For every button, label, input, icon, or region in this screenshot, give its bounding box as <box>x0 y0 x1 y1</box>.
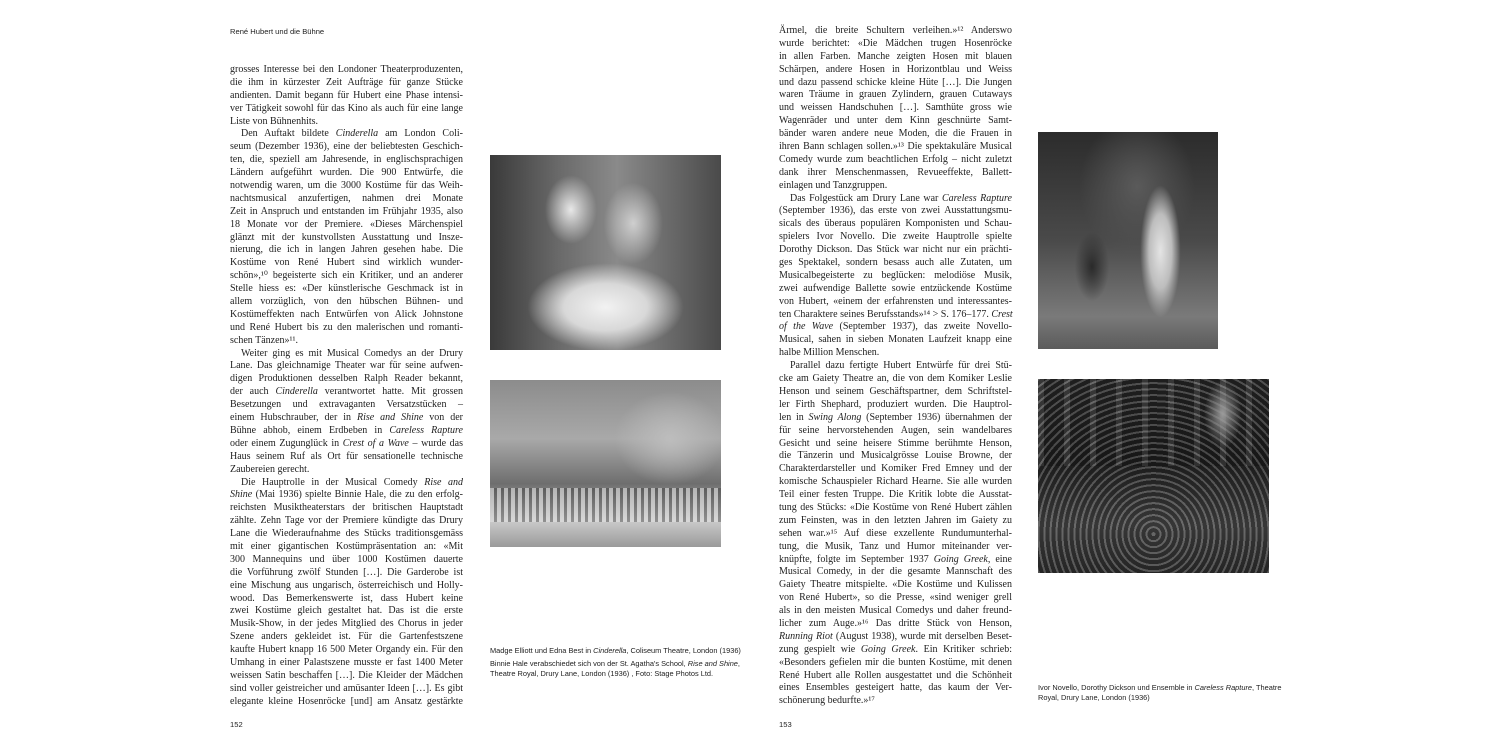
text-run: Weiter ging es mit Musical Comedys an der Drury <box>241 347 463 359</box>
text-line <box>230 502 463 515</box>
text-run: Stelle hiess es: «Der künstlerische Geschmack ist in <box>230 283 463 295</box>
text-run: eines Ensembles gesteigert hatte, das kaum der Ver- <box>779 682 1012 694</box>
text-run: Das Folgestück am Drury Lane war <box>790 192 942 204</box>
text-line <box>779 309 1012 322</box>
text-line <box>779 399 1012 412</box>
italic-title: Running Riot <box>779 630 833 642</box>
text-line <box>230 348 463 361</box>
text-run: weissen Satin beschaffen […]. Die Kleider der Mädchen <box>230 669 463 681</box>
text-line <box>779 321 1012 334</box>
text-line <box>779 579 1012 592</box>
text-run: René Hubert alle Rollen ausgestattet und die Schönheit <box>779 669 1012 681</box>
text-line <box>230 515 463 528</box>
text-line <box>779 360 1012 373</box>
paragraph <box>230 64 463 128</box>
text-line <box>230 386 463 399</box>
text-run: schen Tänzen»¹¹. <box>230 334 299 346</box>
text-run: ver Tätigkeit sowohl für das Kino als auch für eine lange <box>230 102 463 114</box>
text-line <box>779 682 1012 695</box>
italic-title: Shine <box>230 489 253 501</box>
text-run: tung, die Musik, Tanz und Humor miteinander ver- <box>779 540 1012 552</box>
text-line <box>230 554 463 567</box>
text-run: schön»,¹⁰ begeisterte sich ein Kritiker, und an anderer <box>230 270 463 282</box>
text-line <box>779 412 1012 425</box>
text-run: Umhang in einer Palastszene musste er fast 1400 Meter <box>230 656 463 668</box>
text-run: wood. Das Bemerkenswerte ist, dass Hubert keine <box>230 592 463 604</box>
text-run: len in <box>779 411 809 423</box>
text-line <box>779 128 1012 141</box>
text-run: von René Hubert», so die Presse, «sind weniger grell <box>779 592 1012 604</box>
text-line <box>779 154 1012 167</box>
italic-title: Cinderella <box>335 128 379 140</box>
text-run: Ländern aufgeführt wurden. Die 900 Entwürfe, die <box>230 167 463 179</box>
text-line <box>230 360 463 373</box>
text-line <box>230 128 463 141</box>
text-run: und weissen Handschuhen […]. Samthüte gross wie <box>779 102 1012 114</box>
italic-title: Crest of a Wave <box>342 437 409 449</box>
text-run: Musik-Show, in der jedes Mitglied des Chorus in jeder <box>230 618 463 630</box>
text-line <box>779 64 1012 77</box>
text-run: waren Träume in grauen Zylindern, grauen Cutaways <box>779 89 1012 101</box>
text-run: Liste von Bühnenhits. <box>230 115 319 127</box>
text-line <box>230 657 463 670</box>
italic-title: Cinderella <box>275 386 318 398</box>
text-line <box>230 309 463 322</box>
text-run: sehen war.»¹⁵ Auf diese exzellente Rundumunterhal- <box>779 527 1012 539</box>
text-line <box>230 451 463 464</box>
text-line <box>779 373 1012 386</box>
text-run: – wurde das <box>408 437 463 449</box>
caption-left-page <box>490 646 750 682</box>
text-run: 300 Mannequins und über 1000 Kostümen dauerte <box>230 553 463 565</box>
text-line <box>230 580 463 593</box>
text-run: einem Hubschrauber, der in <box>230 412 357 424</box>
text-line <box>779 566 1012 579</box>
text-run: nierung, die ich in langen Jahren gesehen habe. Die <box>230 244 463 256</box>
italic-title: of the Wave <box>779 321 834 333</box>
text-line <box>779 618 1012 631</box>
text-line <box>230 232 463 245</box>
text-run: komische Schauspieler Richard Hearne. Sie alle wurden <box>779 476 1012 488</box>
text-run: verantwortet hatte. Mit grossen <box>317 386 463 398</box>
text-run: Bühne abhob, einem Erdbeben in <box>230 424 390 436</box>
text-line <box>779 657 1012 670</box>
page-number-right: 153 <box>779 720 792 729</box>
text-line <box>779 296 1012 309</box>
text-line <box>230 644 463 657</box>
paragraph <box>230 348 463 477</box>
text-run: von der <box>423 412 463 424</box>
text-line <box>230 477 463 490</box>
text-line <box>230 489 463 502</box>
italic-title: Careless Rapture <box>1194 683 1253 692</box>
text-line <box>230 77 463 90</box>
text-run: halbe Million Menschen. <box>779 347 880 359</box>
text-run: Haus seinem Ruf als Ort für sensationelle technische <box>230 450 463 462</box>
text-run: schönerung bedurfte.»¹⁷ <box>779 695 875 707</box>
text-line <box>779 425 1012 438</box>
text-line <box>779 141 1012 154</box>
text-line <box>779 244 1012 257</box>
text-line <box>779 115 1012 128</box>
text-line <box>779 270 1012 283</box>
text-run: . Ein Kritiker schrieb: <box>915 643 1013 655</box>
text-line <box>779 89 1012 102</box>
text-run: Ärmel, die breite Schultern verleihen.»¹² Anderswo <box>779 25 1012 36</box>
text-run: Ivor Novello, Dorothy Dickson und Ensemble in <box>1038 683 1195 692</box>
text-run: und René Hubert bis zu den malerischen und romanti- <box>230 321 463 333</box>
text-line <box>779 386 1012 399</box>
text-run: als in den meisten Musical Comedys und daher freund- <box>779 605 1012 617</box>
text-run: zung gespielt wie <box>779 643 861 655</box>
text-run: Musicalbegeisterte zu beglücken: melodiöse Musik, <box>779 269 1012 281</box>
text-run: die Tänzerin und Musicalgrösse Louise Browne, der <box>779 450 1012 462</box>
text-line <box>230 296 463 309</box>
text-run: ler Firth Shephard, produziert wurden. Die Hauptrol- <box>779 398 1012 410</box>
text-run: Musical Comedy, in der die gesamte Mannschaft des <box>779 566 1012 578</box>
text-run: Musical, sahen in sieben Monaten Laufzeit knapp eine <box>779 334 1012 346</box>
paragraph <box>779 360 1012 708</box>
text-run: zählte. Zehn Tage vor der Premiere kündigte das Drury <box>230 515 463 527</box>
text-run: die ihm in kürzester Zeit Aufträge für ganze Stücke <box>230 76 463 88</box>
italic-title: Rise and Shine <box>356 412 424 424</box>
text-run: Besetzungen und extravaganten Versatzstücken – <box>230 399 463 411</box>
text-run: cke am Gaiety Theatre an, die von dem Komiker Leslie <box>779 373 1012 385</box>
text-run: spielers Ivor Novello. Die zweite Hauptrolle spielte <box>779 231 1012 243</box>
caption-text <box>490 659 750 679</box>
text-run: zwei Kostüme gleich gestaltet hat. Das ist die erste <box>230 605 463 617</box>
text-run: reichsten Musiktheaterstars der britischen Hauptstadt <box>230 502 463 514</box>
text-run: eine Mischung aus ungarisch, österreichisch und Holly- <box>230 579 463 591</box>
text-line <box>779 644 1012 657</box>
text-line <box>779 231 1012 244</box>
text-run: Szene anders gekleidet ist. Für die Gartenfestszene <box>230 631 463 643</box>
photo-careless-rapture-dancers <box>1038 132 1218 349</box>
text-run: Gesicht und seine heisere Stimme berühmte Henson, <box>779 437 1012 449</box>
text-line <box>230 335 463 348</box>
text-line <box>230 696 463 709</box>
text-line <box>230 206 463 219</box>
italic-title: Careless Rapture <box>941 192 1012 204</box>
text-line <box>779 25 1012 38</box>
italic-title: Swing Along <box>808 411 862 423</box>
text-run: der auch <box>230 386 276 398</box>
text-run: 18 Monate vor der Premiere. «Dieses Märchenspiel <box>230 218 463 230</box>
text-line <box>230 567 463 580</box>
text-line <box>230 683 463 696</box>
text-line <box>779 554 1012 567</box>
caption-text <box>1038 683 1298 703</box>
text-line <box>230 438 463 451</box>
text-run: kaufte Hubert knapp 16 500 Meter Organdy ein. Für den <box>230 644 463 656</box>
text-line <box>779 167 1012 180</box>
text-line <box>779 670 1012 683</box>
text-run: sicals des überaus populären Komponisten und Schau- <box>779 218 1012 230</box>
text-run: seum (Dezember 1936), eine der beliebtesten Geschich- <box>230 141 463 153</box>
text-run: glänzt mit der kunstvollsten Ausstattung und Insze- <box>230 231 463 243</box>
text-run: andienten. Damit begann für Hubert eine Phase intensi- <box>230 89 463 101</box>
text-line <box>230 373 463 386</box>
text-run: licher zum Auge.»¹⁶ Das dritte Stück von Henson, <box>779 617 1012 629</box>
text-run: Parallel dazu fertigte Hubert Entwürfe für drei Stü- <box>790 360 1012 372</box>
text-run: elegante kleine Hosenröcke [und] am Ansatz gestärkte <box>230 695 463 707</box>
text-run: bänder waren andere neue Moden, die die Frauen in <box>779 128 1012 140</box>
text-run: Schärpen, andere Hosen in Horizontblau und Weiss <box>779 63 1012 75</box>
text-run: Kostümeffekten nach Entwürfen von Alick Johnstone <box>230 308 463 320</box>
text-run: Dorothy Dickson. Das Stück war nicht nur ein prächti- <box>779 244 1012 256</box>
text-line <box>779 38 1012 51</box>
text-line <box>779 515 1012 528</box>
text-line <box>230 270 463 283</box>
text-run: Kostüme von René Hubert sind wirklich wunder- <box>230 257 463 269</box>
text-line <box>230 167 463 180</box>
text-line <box>779 605 1012 618</box>
text-run: grosses Interesse bei den Londoner Theaterproduzenten, <box>230 64 463 75</box>
text-run: Zeit in Anspruch und entstanden im Frühjahr 1935, also <box>230 205 463 217</box>
text-line <box>779 193 1012 206</box>
text-line <box>779 77 1012 90</box>
text-run: Henson und seinem Geschäftspartner, dem Schriftstel- <box>779 385 1012 397</box>
text-run: , Theatre Royal, Drury Lane, London (1936) , Foto: Stage Photos Ltd. <box>490 659 740 678</box>
text-run: in allen Farben. Manche zeigten Hosen mit blauen <box>779 50 1012 62</box>
text-line <box>230 141 463 154</box>
text-run: knüpfte, folgte im September 1937 <box>779 553 934 565</box>
text-run: Zaubereien gerecht. <box>230 463 310 475</box>
text-run: zum Feinsten, was in den letzten Jahren im Gaiety zu <box>779 514 1012 526</box>
text-line <box>779 450 1012 463</box>
italic-title: Rise and Shine <box>687 659 738 668</box>
text-run: ten Charaktere seines Berufsstands»¹⁴ > S. 176–177. <box>779 308 992 320</box>
text-line <box>779 528 1012 541</box>
text-run: ges Spektakel, sondern besass auch alle Zutaten, um <box>779 257 1012 269</box>
text-run: , Coliseum Theatre, London (1936) <box>626 646 741 655</box>
right-text-column <box>779 25 1012 708</box>
text-run: einlagen und Tanzgruppen. <box>779 179 888 191</box>
text-run: mit einer gigantischen Kostümpräsentation an: «Mit <box>230 540 463 552</box>
text-line <box>230 399 463 412</box>
text-run: die Vorführung zwölf Stunden […]. Die Garderobe ist <box>230 566 463 578</box>
text-run: Den Auftakt bildete <box>241 128 336 140</box>
text-run: Charakterdarsteller und Komiker Fred Emney und der <box>779 463 1012 475</box>
text-run: Madge Elliott und Edna Best in <box>490 646 594 655</box>
text-line <box>779 438 1012 451</box>
text-run: sind voller geistreicher und amüsanter Ideen […]. Es gibt <box>230 682 463 694</box>
text-run: für seine hervorstehenden Augen, sein wandelbares <box>779 424 1012 436</box>
text-line <box>230 528 463 541</box>
italic-title: Rise and <box>424 476 463 488</box>
text-line <box>779 463 1012 476</box>
text-run: notwendig waren, um die 3000 Kostüme für das Weih- <box>230 180 463 192</box>
text-run: dank ihrer Menschenmassen, Revueeffekte, Ballett- <box>779 166 1012 178</box>
text-line <box>779 257 1012 270</box>
text-line <box>779 502 1012 515</box>
text-line <box>230 154 463 167</box>
text-line <box>779 489 1012 502</box>
text-run: Lane die Wiederaufnahme des Stücks traditionsgemäss <box>230 528 463 540</box>
text-line <box>230 605 463 618</box>
text-line <box>230 593 463 606</box>
text-run: (September 1936), das erste von zwei Ausstattungsmu- <box>779 205 1012 217</box>
text-run: ten, die, speziell am Jahresende, in englischsprachigen <box>230 154 463 166</box>
caption-right-page <box>1038 683 1298 706</box>
text-run: (September 1936) übernahmen der <box>861 411 1013 423</box>
left-text-column <box>230 64 463 709</box>
text-run: und dazu passend schicke kleine Hüte […]. Die Jungen <box>779 76 1012 88</box>
text-run: Wagenräder und unter dem Kinn geschnürte Samt- <box>779 115 1012 127</box>
paragraph <box>230 128 463 347</box>
text-line <box>230 283 463 296</box>
text-run: oder einem Zugunglück in <box>230 437 343 449</box>
paragraph <box>779 193 1012 361</box>
text-run: Comedy wurde zum beachtlichen Erfolg – nicht zuletzt <box>779 153 1012 165</box>
paragraph <box>230 477 463 709</box>
text-line <box>230 464 463 477</box>
text-line <box>230 219 463 232</box>
text-line <box>779 592 1012 605</box>
text-run: ihren Bann schlagen sollen.»¹³ Die spektakuläre Musical <box>779 141 1012 153</box>
photo-cinderella <box>490 155 721 350</box>
text-line <box>230 116 463 129</box>
text-run: zwei aufwendige Ballette sowie entzückende Kostüme <box>779 282 1012 294</box>
text-line <box>779 541 1012 554</box>
text-line <box>779 218 1012 231</box>
text-line <box>230 670 463 683</box>
italic-title: Cinderella <box>593 646 627 655</box>
text-line <box>779 205 1012 218</box>
text-run: nachtsmusical anzufertigen, nahmen drei Monate <box>230 192 463 204</box>
text-line <box>230 631 463 644</box>
italic-title: Careless Rapture <box>389 424 463 436</box>
text-line <box>230 618 463 631</box>
text-run: digen Produktionen desselben Ralph Reader bekannt, <box>230 373 463 385</box>
text-line <box>230 64 463 77</box>
text-run: Die Hauptrolle in der Musical Comedy <box>241 476 425 488</box>
text-run: , Theatre Royal, Drury Lane, London (1936) <box>1038 683 1282 702</box>
italic-title: Crest <box>991 308 1013 320</box>
text-line <box>230 193 463 206</box>
text-run: «Besonders gefielen mir die bunten Kostüme, mit denen <box>779 656 1012 668</box>
text-run: am London Coli- <box>378 128 463 140</box>
italic-title: Going Greek <box>933 553 988 565</box>
photo-rise-and-shine <box>490 380 721 547</box>
text-run: Binnie Hale verabschiedet sich von der St. Agatha's School, <box>490 659 688 668</box>
text-run: Teil einer festen Truppe. Die Kritik lobte die Ausstat- <box>779 489 1012 501</box>
text-line <box>230 103 463 116</box>
text-run: Gaiety Theatre mitspielte. «Die Kostüme und Kulissen <box>779 579 1012 591</box>
photo-careless-rapture-ensemble <box>1038 379 1269 573</box>
text-line <box>779 695 1012 708</box>
text-line <box>779 283 1012 296</box>
text-line <box>779 102 1012 115</box>
text-line <box>230 90 463 103</box>
page-number-left: 152 <box>230 720 243 729</box>
text-run: (Mai 1936) spielte Binnie Hale, die zu den erfolg- <box>252 489 463 501</box>
text-run: (August 1938), wurde mit derselben Beset- <box>832 630 1012 642</box>
text-line <box>230 322 463 335</box>
italic-title: Going Greek <box>860 643 916 655</box>
text-run: wurde berichtet: «Die Mädchen trugen Hosenröcke <box>779 37 1012 49</box>
text-run: Lane. Das gleichnamige Theater war für seine aufwen- <box>230 360 463 372</box>
text-line <box>779 631 1012 644</box>
text-line <box>230 244 463 257</box>
caption-text <box>490 646 750 656</box>
text-line <box>779 334 1012 347</box>
text-run: allem vorzüglich, von den hübschen Bühnen- und <box>230 296 463 308</box>
text-line <box>230 541 463 554</box>
text-line <box>230 180 463 193</box>
text-line <box>779 51 1012 64</box>
text-run: , eine <box>987 553 1012 565</box>
text-line <box>230 412 463 425</box>
text-line <box>230 425 463 438</box>
text-line <box>779 347 1012 360</box>
text-line <box>230 257 463 270</box>
paragraph <box>779 25 1012 193</box>
text-run: (September 1937), das zweite Novello- <box>833 321 1012 333</box>
text-run: von Hubert, «einem der erfahrensten und interessantes- <box>779 295 1012 307</box>
running-head: René Hubert und die Bühne <box>230 27 325 36</box>
text-line <box>779 476 1012 489</box>
text-line <box>779 180 1012 193</box>
text-run: tung des Stücks: «Die Kostüme von René Hubert zählen <box>779 501 1012 513</box>
